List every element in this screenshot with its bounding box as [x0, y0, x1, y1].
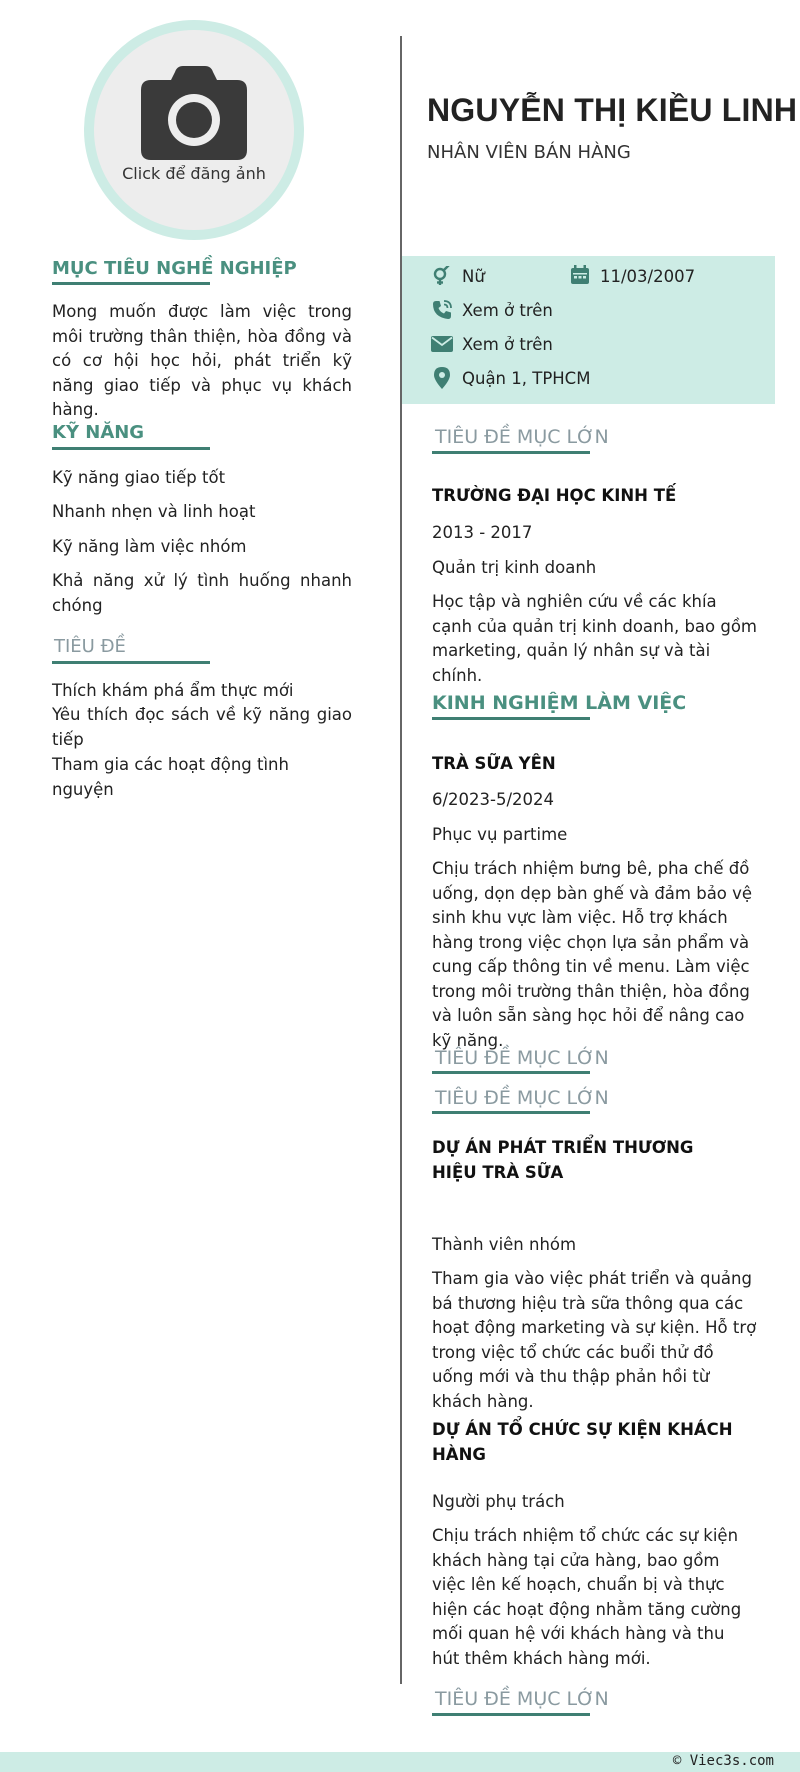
contact-info-box [402, 256, 775, 404]
section-title: TIÊU ĐỀ MỤC LỚN [435, 1087, 609, 1109]
misc-underline [52, 661, 210, 664]
project-description: Chịu trách nhiệm tổ chức các sự kiện khách hàng tại cửa hàng, bao gồm việc lên kế hoạch, chuẩn bị và thực hiện các hoạt động nhằm tăng cường mối quan hệ với khách hàng và thu hút thêm khách hàng mới. [432, 1526, 742, 1668]
camera-icon [141, 66, 247, 160]
phone-value: Xem ở trên [462, 301, 553, 320]
email-value: Xem ở trên [462, 335, 553, 354]
misc-item: Yêu thích đọc sách về kỹ năng giao tiếp [52, 705, 352, 749]
address-value: Quận 1, TPHCM [462, 369, 591, 388]
job-position: Phục vụ partime [432, 825, 568, 844]
objective-underline [52, 282, 210, 285]
edu-description: Học tập và nghiên cứu về các khía cạnh của quản trị kinh doanh, bao gồm marketing, quản lý nhân sự và tài chính. [432, 592, 758, 685]
section-underline [432, 451, 590, 454]
section-title: TIÊU ĐỀ MỤC LỚN [435, 1688, 609, 1710]
section-underline [432, 1713, 590, 1716]
edu-major: Quản trị kinh doanh [432, 558, 597, 577]
project-name: DỰ ÁN PHÁT TRIỂN THƯƠNG HIỆU TRÀ SỮA [432, 1138, 694, 1182]
birthday-value: 11/03/2007 [600, 267, 696, 286]
gender-icon [432, 266, 452, 286]
skill-item: Nhanh nhẹn và linh hoạt [52, 502, 256, 521]
job-period: 6/2023-5/2024 [432, 790, 555, 809]
phone-icon [432, 300, 452, 320]
job-company: TRÀ SỮA YÊN [432, 754, 556, 773]
email-icon [431, 336, 453, 352]
skill-item: Khả năng xử lý tình huống nhanh chóng [52, 571, 352, 615]
project-description: Tham gia vào việc phát triển và quảng bá thương hiệu trà sữa thông qua các hoạt động marketing và sự kiện. Hỗ trợ trong việc tổ chức các buổi thử đồ uống mới và thu thập phản hồi từ khách hàng. [432, 1269, 757, 1411]
skills-title: KỸ NĂNG [52, 422, 145, 443]
avatar-upload[interactable] [94, 30, 294, 230]
calendar-icon [570, 265, 590, 285]
job-description: Chịu trách nhiệm bưng bê, pha chế đồ uống, dọn dẹp bàn ghế và đảm bảo vệ sinh khu vực làm việc. Hỗ trợ khách hàng trong việc chọn lựa sản phẩm và cung cấp thông tin về menu. Làm việc trong môi trường thân thiện, hòa đồng và luôn sẵn sàng học hỏi để nâng cao kỹ năng. [432, 859, 753, 1050]
misc-item: Thích khám phá ẩm thực mới [52, 681, 294, 700]
project-role: Thành viên nhóm [432, 1235, 577, 1254]
copyright-text: © Viec3s.com [672, 1753, 774, 1769]
gender-value: Nữ [462, 267, 485, 286]
project-role: Người phụ trách [432, 1492, 565, 1511]
full-name: NGUYỄN THỊ KIỀU LINH [427, 92, 798, 128]
experience-underline [432, 717, 590, 720]
location-icon [434, 367, 450, 389]
footer-bar [0, 1752, 800, 1772]
skill-item: Kỹ năng làm việc nhóm [52, 537, 247, 556]
objective-title: MỤC TIÊU NGHỀ NGHIỆP [52, 258, 297, 279]
experience-title: KINH NGHIỆM LÀM VIỆC [432, 692, 687, 714]
section-title: TIÊU ĐỀ MỤC LỚN [435, 1047, 609, 1069]
misc-item: Tham gia các hoạt động tình nguyện [52, 755, 289, 799]
misc-title: TIÊU ĐỀ [54, 636, 126, 657]
skills-underline [52, 447, 210, 450]
section-underline [432, 1071, 590, 1074]
project-name: DỰ ÁN TỔ CHỨC SỰ KIỆN KHÁCH HÀNG [432, 1420, 733, 1464]
photo-caption: Click để đăng ảnh [122, 164, 266, 183]
skill-item: Kỹ năng giao tiếp tốt [52, 468, 226, 487]
job-role: NHÂN VIÊN BÁN HÀNG [427, 142, 631, 163]
objective-text: Mong muốn được làm việc trong môi trường thân thiện, hòa đồng và có cơ hội học hỏi, phát triển kỹ năng giao tiếp và phục vụ khách hàng. [52, 302, 352, 419]
section-underline [432, 1111, 590, 1114]
school-name: TRƯỜNG ĐẠI HỌC KINH TẾ [432, 486, 677, 505]
section-title: TIÊU ĐỀ MỤC LỚN [435, 426, 609, 448]
edu-years: 2013 - 2017 [432, 523, 533, 542]
